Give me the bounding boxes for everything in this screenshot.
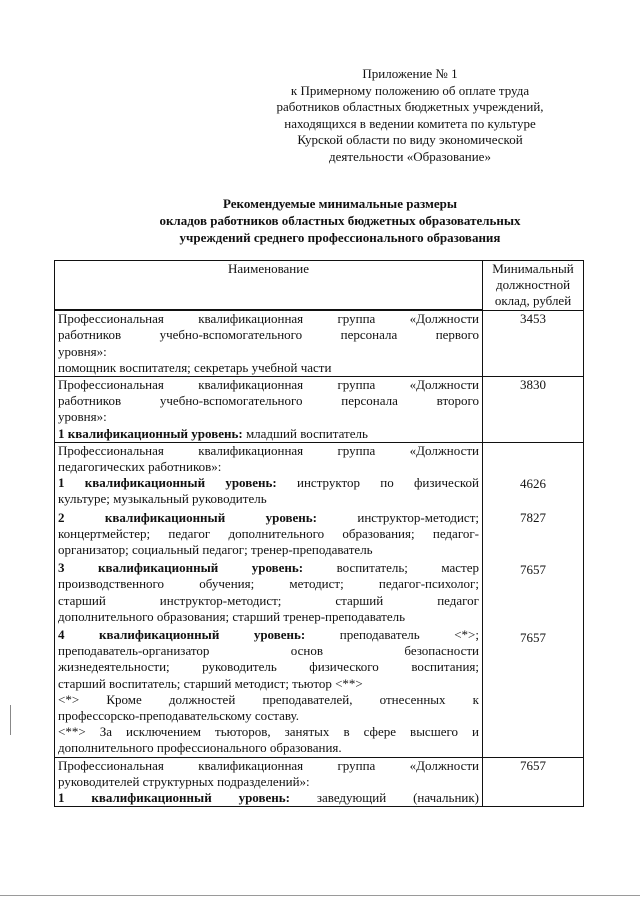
salary-value: 7657	[520, 629, 546, 645]
group-cell: Профессиональная квалификационная группа «Должности работников учебно-вспомогательного персонала второго уровня»: 1 квалификационный уровень: младший воспитатель	[55, 376, 483, 442]
salary-value: 7657	[520, 561, 546, 577]
appendix-reference-line: находящихся в ведении комитета по культуре	[284, 115, 536, 131]
salary-values	[483, 442, 584, 757]
level-label: 4 квалификационный уровень:	[58, 626, 306, 642]
salary-value: 4626	[520, 475, 546, 491]
salary-value: 7657	[483, 757, 584, 807]
page-bottom-edge	[0, 895, 640, 896]
table-row	[55, 376, 584, 442]
level-label: 1 квалификационный уровень:	[58, 425, 243, 441]
title-line: Рекомендуемые минимальные размеры	[222, 196, 457, 211]
salary-value: 7827	[520, 509, 546, 525]
footnote: <**> За исключением тьюторов, занятых в сфере высшего и	[58, 724, 479, 740]
group-cell: Профессиональная квалификационная группа «Должности работников учебно-вспомогательного персонала первого уровня»: помощник воспитателя; секретарь учебной части	[55, 310, 483, 376]
salary-table	[54, 260, 584, 807]
footnote: профессорско-преподавательскому составу.	[58, 707, 300, 723]
margin-mark	[10, 705, 11, 735]
column-header-salary: Минимальный должностной оклад, рублей	[483, 261, 584, 311]
appendix-reference-line: Курской области по виду экономической	[297, 132, 523, 147]
appendix-reference-line: к Примерному положению об оплате труда	[290, 82, 530, 98]
title-line: окладов работников областных бюджетных образовательных	[159, 213, 521, 228]
title-line: учреждений среднего профессионального образования	[179, 230, 501, 245]
table-row	[55, 442, 584, 757]
appendix-reference-line: деятельности «Образование»	[329, 148, 491, 164]
salary-value: 3453	[483, 310, 584, 376]
appendix-header	[240, 66, 580, 165]
footnote: дополнительного профессионального образования.	[58, 740, 342, 756]
level-label: 1 квалификационный уровень:	[58, 475, 277, 491]
salary-value: 3830	[483, 376, 584, 442]
table-header-row	[55, 261, 584, 311]
level-label: 2 квалификационный уровень:	[58, 509, 317, 525]
document-title	[60, 195, 620, 246]
table-row	[55, 757, 584, 807]
group-cell: Профессиональная квалификационная группа «Должности педагогических работников»: 1 квалификационный уровень: инструктор по физической культуре; музыкальный руководитель 2 квалификационный уровень: инструктор-методист; концертмейстер; педагог дополнительного образования; педагог- организатор; социальный педагог; тренер-преподаватель 3 квалификационный уровень: воспитатель; мастер производственного обучения; методист; педагог-психолог; старший инструктор-методист; старший педагог дополнительного образования; старший тренер-преподаватель 4 квалификационный уровень: преподаватель <*>; преподаватель-организатор основ безопасности жизнедеятельности; руководитель физического воспитания; старший воспитатель; старший методист; тьютор <**> <*> Кроме должностей преподавателей, отнесенных к профессорско-преподавательскому составу. <**> За исключением тьюторов, занятых в сфере высшего и дополнительного профессионального образования.	[55, 442, 483, 757]
level-label: 3 квалификационный уровень:	[58, 560, 304, 576]
level-label: 1 квалификационный уровень:	[58, 790, 290, 805]
appendix-number: Приложение № 1	[362, 66, 458, 81]
group-cell: Профессиональная квалификационная группа «Должности руководителей структурных подразделений»: 1 квалификационный уровень: заведующий (начальник)	[55, 757, 483, 807]
column-header-name: Наименование	[55, 261, 483, 311]
table-row	[55, 310, 584, 376]
footnote: <*> Кроме должностей преподавателей, отнесенных к	[58, 691, 479, 707]
appendix-reference-line: работников областных бюджетных учреждений,	[276, 99, 544, 114]
